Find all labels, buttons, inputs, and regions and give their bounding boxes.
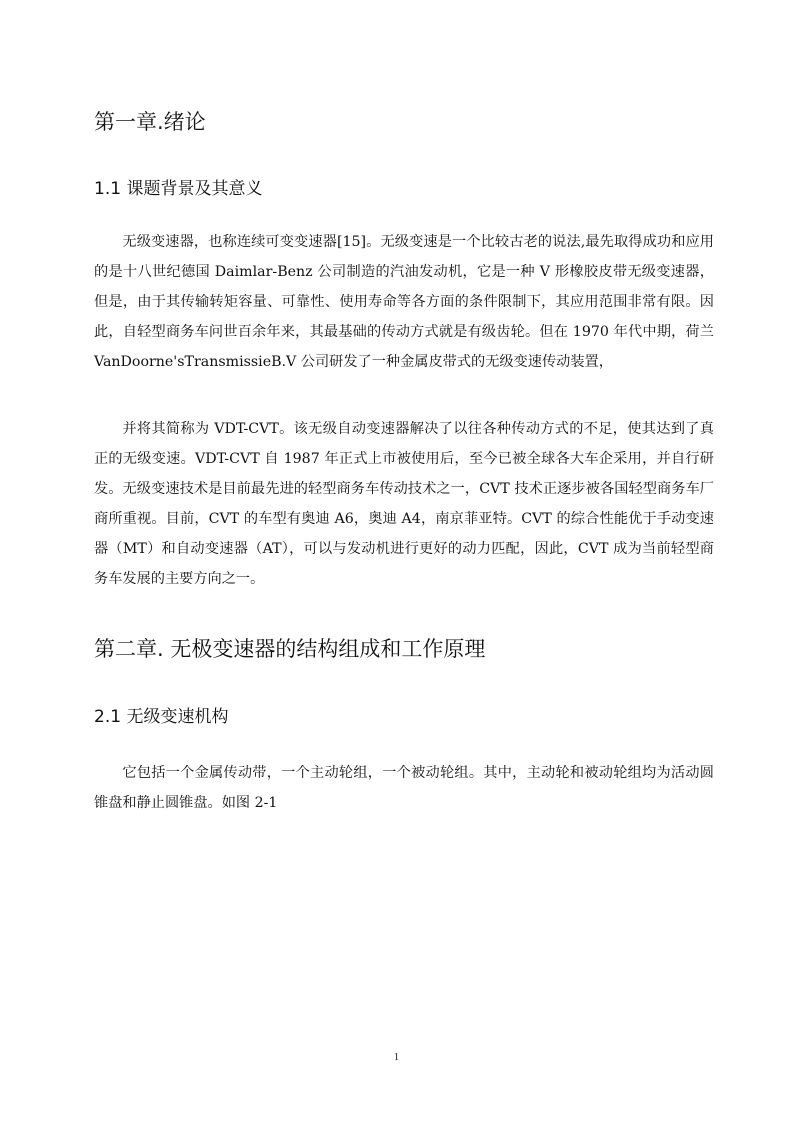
section-1-1-paragraph-1: 无级变速器，也称连续可变变速器[15]。无级变速是一个比较古老的说法,最先取得成功和应用的是十八世纪德国 Daimlar-Benz 公司制造的汽油发动机，它是一种 V 形橡胶皮带无级变速器，但是，由于其传输转矩容量、可靠性、使用寿命等各方面的条件限制下，其应用范围非常有限。因此，自轻型商务车问世百余年来，其最基础的传动方式就是有级齿轮。但在 1970 年代中期，荷兰 VanDoorne'sTransmissieB.V 公司研发了一种金属皮带式的无级变速传动装置， xyxy=(94,234,714,370)
section-1-1-paragraph-2: 并将其简称为 VDT-CVT。该无级自动变速器解决了以往各种传动方式的不足，使其达到了真正的无级变速。VDT-CVT 自 1987 年正式上市被使用后，至今已被全球各大车企采用，并自行研发。无级变速技术是目前最先进的轻型商务车传动技术之一，CVT 技术正逐步被各国轻型商务车厂商所重视。目前，CVT 的车型有奥迪 A6，奥迪 A4，南京菲亚特。CVT 的综合性能优于手动变速器（MT）和自动变速器（AT），可以与发动机进行更好的动力匹配，因此，CVT 成为当前轻型商务车发展的主要方向之一。 xyxy=(94,421,714,587)
section-2-1-title: 2.1 无级变速机构 xyxy=(94,707,229,727)
chapter-1-title: 第一章.绪论 xyxy=(94,110,206,134)
section-2-1-paragraph-1: 它包括一个金属传动带，一个主动轮组，一个被动轮组。其中，主动轮和被动轮组均为活动圆锥盘和静止圆锥盘。如图 2-1 xyxy=(94,765,714,811)
page-number: 1 xyxy=(394,1052,399,1063)
section-1-1-title: 1.1 课题背景及其意义 xyxy=(94,179,263,199)
chapter-2-title: 第二章. 无极变速器的结构组成和工作原理 xyxy=(94,637,486,661)
